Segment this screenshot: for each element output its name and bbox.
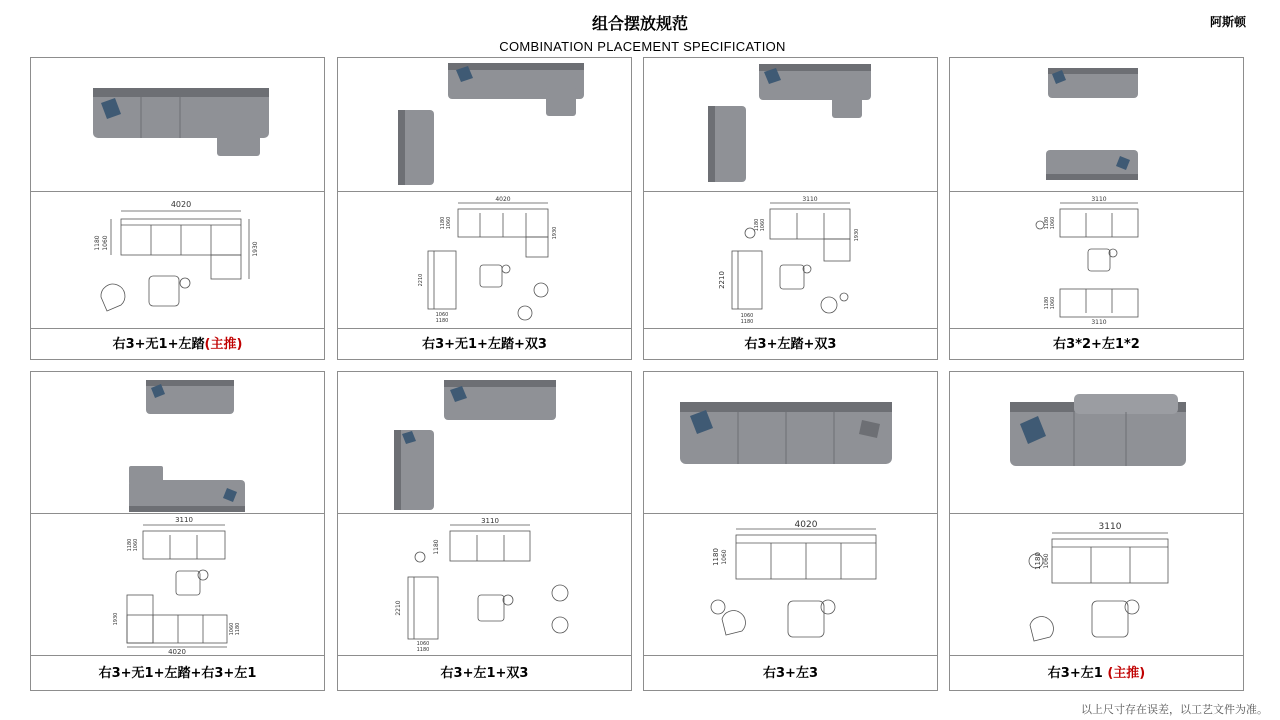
dim-label: 1060 [229, 622, 235, 636]
dim-label: 1060 [1050, 216, 1056, 230]
dim-label: 1930 [252, 241, 259, 257]
dim-label: 4020 [495, 196, 511, 203]
page-subtitle: COMBINATION PLACEMENT SPECIFICATION [499, 39, 786, 54]
dim-label: 1180 [754, 218, 760, 232]
dim-label: 3110 [1098, 522, 1122, 532]
caption-text: 右3+左1 [1047, 666, 1108, 681]
combination-caption [31, 657, 324, 690]
combination-caption [644, 330, 937, 360]
sofa-render-topview [644, 372, 937, 514]
recommended-badge: (主推) [204, 337, 243, 352]
dim-label: 1180 [440, 216, 446, 230]
dimension-drawing [31, 193, 324, 329]
dimension-drawing [31, 515, 324, 656]
sofa-render-topview [950, 58, 1243, 192]
caption-text: 右3+左1+双3 [440, 666, 529, 681]
dim-label: 3110 [1091, 196, 1107, 203]
sofa-render-topview [338, 58, 631, 192]
combination-caption [950, 657, 1243, 690]
dim-label: 1180 [94, 235, 101, 251]
dim-label: 1180 [416, 647, 430, 653]
dim-label: 2210 [395, 600, 402, 616]
footer-note: 以上尺寸存在误差，以工艺文件为准。 [1081, 703, 1268, 716]
sofa-render-topview [31, 58, 324, 192]
dim-label: 1180 [740, 319, 754, 325]
dim-label: 1180 [127, 538, 133, 552]
dim-label: 2210 [418, 273, 424, 287]
combination-card [30, 57, 325, 360]
caption-text: 右3*2+左1*2 [1053, 337, 1140, 352]
dim-label: 1060 [446, 216, 452, 230]
brand-label: 阿斯顿 [1210, 15, 1247, 29]
sofa-render-topview [644, 58, 937, 192]
caption-text: 右3+左3 [763, 666, 818, 681]
dim-label: 4020 [794, 520, 818, 530]
combination-caption [338, 330, 631, 360]
caption-text: 右3+无1+左踏 [112, 337, 205, 352]
dim-label: 3110 [1091, 319, 1107, 326]
dim-label: 3110 [481, 517, 499, 525]
combination-card [337, 57, 632, 360]
caption-text: 右3+左踏+双3 [744, 337, 837, 352]
combination-caption [950, 330, 1243, 360]
dim-label: 1060 [1050, 296, 1056, 310]
combination-card [643, 371, 938, 691]
combination-caption [644, 657, 937, 690]
combination-card [337, 371, 632, 691]
dim-label: 1060 [416, 641, 430, 647]
dimension-drawing [338, 193, 631, 329]
dim-label: 1180 [435, 318, 449, 324]
sofa-render-topview [338, 372, 631, 514]
dim-label: 1930 [854, 228, 860, 242]
dim-label: 1930 [113, 612, 119, 626]
dim-label: 1060 [740, 313, 754, 319]
dim-label: 1180 [712, 548, 720, 566]
sofa-render-topview [31, 372, 324, 514]
dim-label: 1180 [1044, 216, 1050, 230]
dim-label: 1180 [1034, 552, 1042, 570]
combination-card [30, 371, 325, 691]
combination-card [643, 57, 938, 360]
recommended-badge: (主推) [1107, 666, 1146, 681]
dim-label: 1060 [102, 235, 109, 251]
dim-label: 1180 [433, 539, 440, 555]
dim-label: 1060 [435, 312, 449, 318]
dim-label: 1060 [133, 538, 139, 552]
caption-text: 右3+无1+左踏+双3 [422, 337, 547, 352]
dim-label: 1060 [760, 218, 766, 232]
dimension-drawing [644, 193, 937, 329]
dim-label: 1060 [721, 549, 728, 565]
dim-label: 2210 [718, 271, 726, 289]
dim-label: 4020 [168, 648, 186, 656]
dimension-drawing [950, 193, 1243, 329]
caption-text: 右3+无1+左踏+右3+左1 [98, 666, 257, 681]
dim-label: 1930 [552, 226, 558, 240]
dim-label: 3110 [175, 516, 193, 524]
combination-caption [338, 657, 631, 690]
dimension-drawing [644, 515, 937, 656]
dimension-drawing [950, 515, 1243, 656]
combination-card [949, 371, 1244, 691]
dim-label: 1180 [1044, 296, 1050, 310]
dim-label: 1060 [1043, 553, 1050, 569]
dimension-drawing [338, 515, 631, 656]
sofa-render-topview [950, 372, 1243, 514]
dim-label: 4020 [170, 200, 192, 209]
combination-caption [31, 330, 324, 360]
dim-label: 1180 [235, 622, 241, 636]
dim-label: 3110 [802, 196, 818, 203]
page-title: 组合摆放规范 [591, 14, 688, 33]
combination-card [949, 57, 1244, 360]
